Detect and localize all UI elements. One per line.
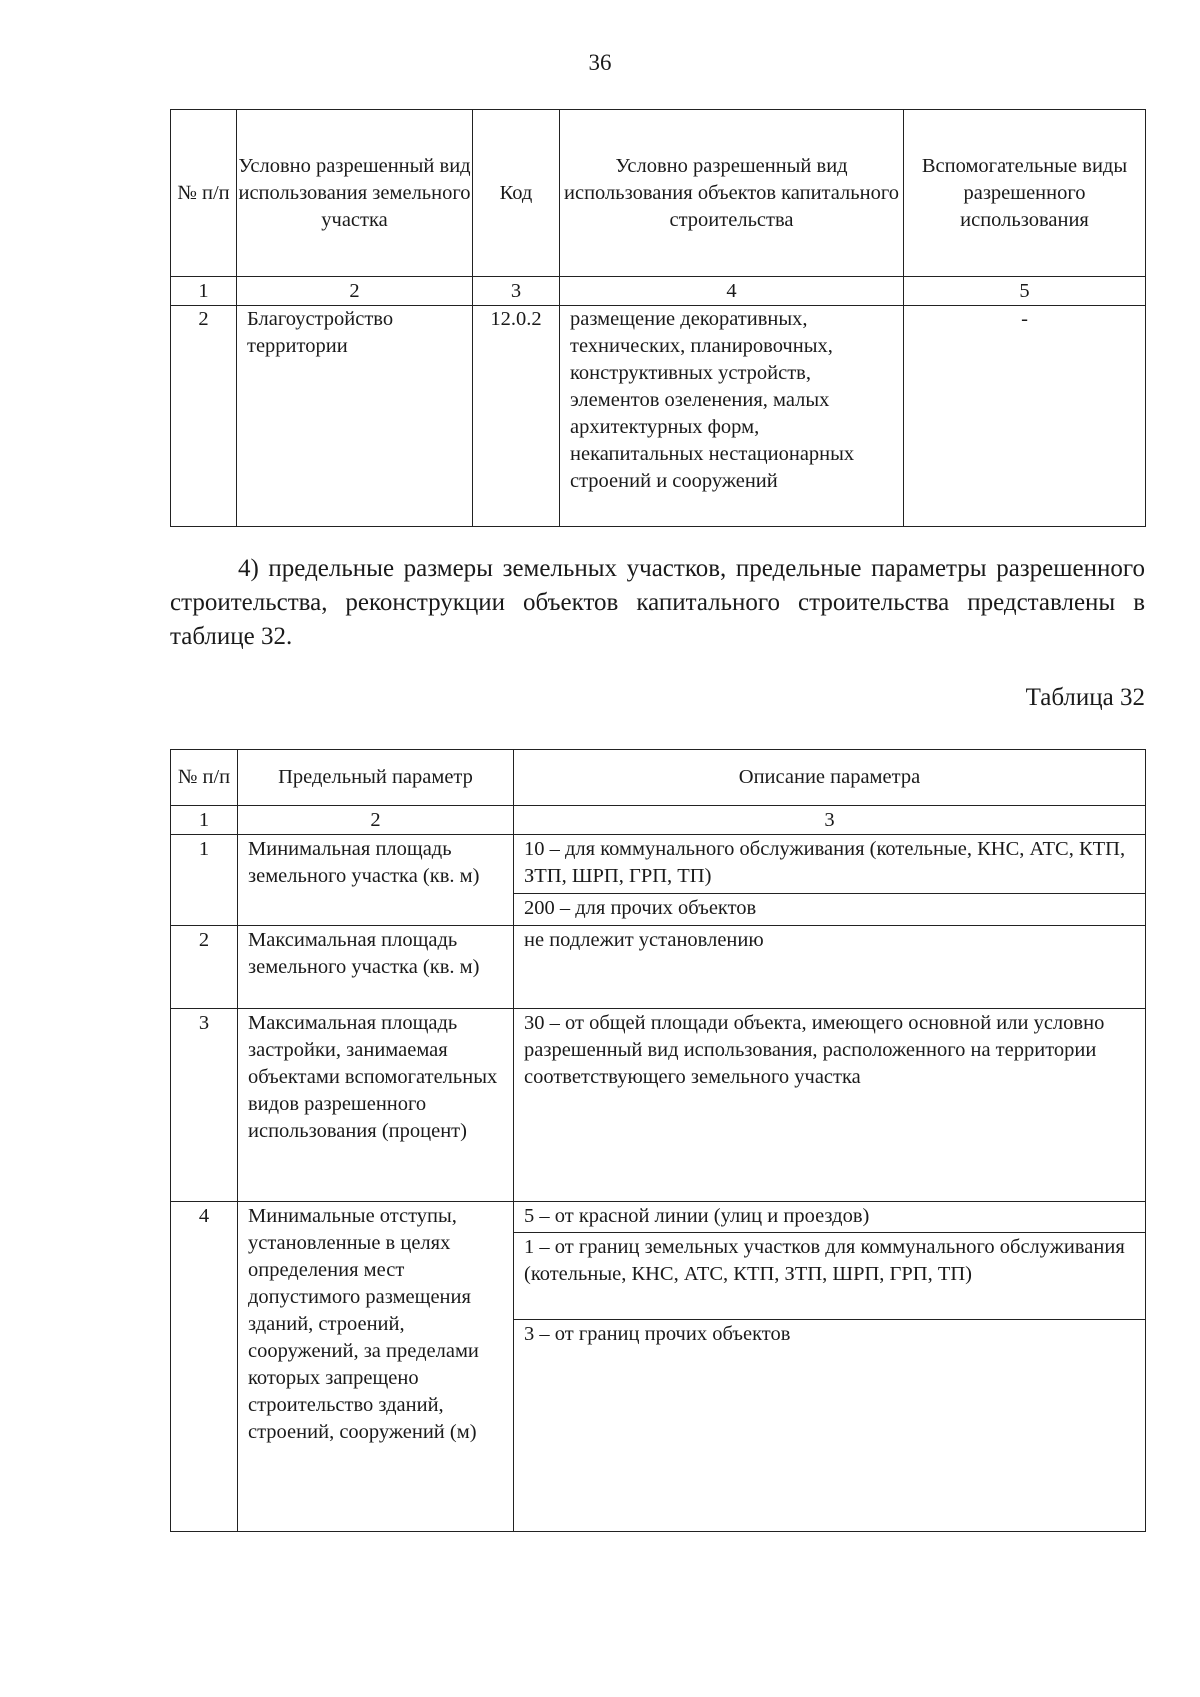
column-number: 1 xyxy=(171,806,238,835)
description-line: 200 – для прочих объектов xyxy=(524,897,757,919)
parameter-description xyxy=(514,835,1146,926)
row-number: 4 xyxy=(171,1202,238,1532)
header-cell: Описание параметра xyxy=(514,750,1146,806)
row-number: 1 xyxy=(171,835,238,926)
description-line: 5 – от красной линии (улиц и проездов) xyxy=(514,1202,1145,1233)
column-number: 2 xyxy=(238,806,514,835)
table-caption: Таблица 32 xyxy=(1025,684,1145,711)
header-cell: Условно разрешенный вид использования объектов капитального строительства xyxy=(560,110,904,277)
table-row xyxy=(171,835,1146,926)
use-description: размещение декоративных, технических, планировочных, конструктивных устройств, элементов озеленения, малых архитектурных форм, некапитальных нестационарных строений и сооружений xyxy=(560,306,904,527)
column-number: 1 xyxy=(171,277,237,306)
table-header-row xyxy=(171,750,1146,806)
table-row xyxy=(171,926,1146,1009)
row-number: 2 xyxy=(171,306,237,527)
table-row xyxy=(171,1202,1146,1532)
header-cell: Условно разрешенный вид использования земельного участка xyxy=(237,110,473,277)
column-number: 3 xyxy=(473,277,560,306)
page-number: 36 xyxy=(588,50,612,75)
header-cell: № п/п xyxy=(171,110,237,277)
row-number: 2 xyxy=(171,926,238,1009)
column-number: 3 xyxy=(514,806,1146,835)
permitted-use-table xyxy=(170,109,1146,527)
table-row xyxy=(171,306,1146,527)
parameter-name: Минимальные отступы, установленные в целях определения мест допустимого размещения зданий, строений, сооружений, за пределами которых запрещено строительство зданий, строений, сооружений (м) xyxy=(238,1202,514,1532)
parameter-description: 30 – от общей площади объекта, имеющего основной или условно разрешенный вид использования, расположенного на территории соответствующего земельного участка xyxy=(514,1009,1146,1202)
row-number: 3 xyxy=(171,1009,238,1202)
description-line: 10 – для коммунального обслуживания (котельные, КНС, АТС, КТП, ЗТП, ШРП, ГРП, ТП) xyxy=(514,835,1145,894)
table-header-row xyxy=(171,110,1146,277)
description-line: 3 – от границ прочих объектов xyxy=(524,1323,791,1345)
auxiliary-uses: - xyxy=(904,306,1146,527)
header-cell: Вспомогательные виды разрешенного использования xyxy=(904,110,1146,277)
parameter-name: Максимальная площадь застройки, занимаемая объектами вспомогательных видов разрешенного использования (процент) xyxy=(238,1009,514,1202)
header-cell: № п/п xyxy=(171,750,238,806)
body-paragraph: 4) предельные размеры земельных участков, предельные параметры разрешенного строительства, реконструкции объектов капитального строительства представлены в таблице 32. xyxy=(170,555,1145,650)
column-number-row xyxy=(171,806,1146,835)
header-cell: Код xyxy=(473,110,560,277)
parameter-name: Максимальная площадь земельного участка (кв. м) xyxy=(238,926,514,1009)
description-line: 1 – от границ земельных участков для коммунального обслуживания (котельные, КНС, АТС, КТП, ЗТП, ШРП, ГРП, ТП) xyxy=(514,1233,1145,1320)
table-row xyxy=(171,1009,1146,1202)
column-number: 2 xyxy=(237,277,473,306)
header-cell: Предельный параметр xyxy=(238,750,514,806)
use-name: Благоустройство территории xyxy=(237,306,473,527)
column-number: 5 xyxy=(904,277,1146,306)
parameter-description xyxy=(514,1202,1146,1532)
use-code: 12.0.2 xyxy=(473,306,560,527)
column-number-row xyxy=(171,277,1146,306)
parameter-description: не подлежит установлению xyxy=(514,926,1146,1009)
parameter-name: Минимальная площадь земельного участка (кв. м) xyxy=(238,835,514,926)
column-number: 4 xyxy=(560,277,904,306)
limit-parameters-table xyxy=(170,749,1146,1532)
